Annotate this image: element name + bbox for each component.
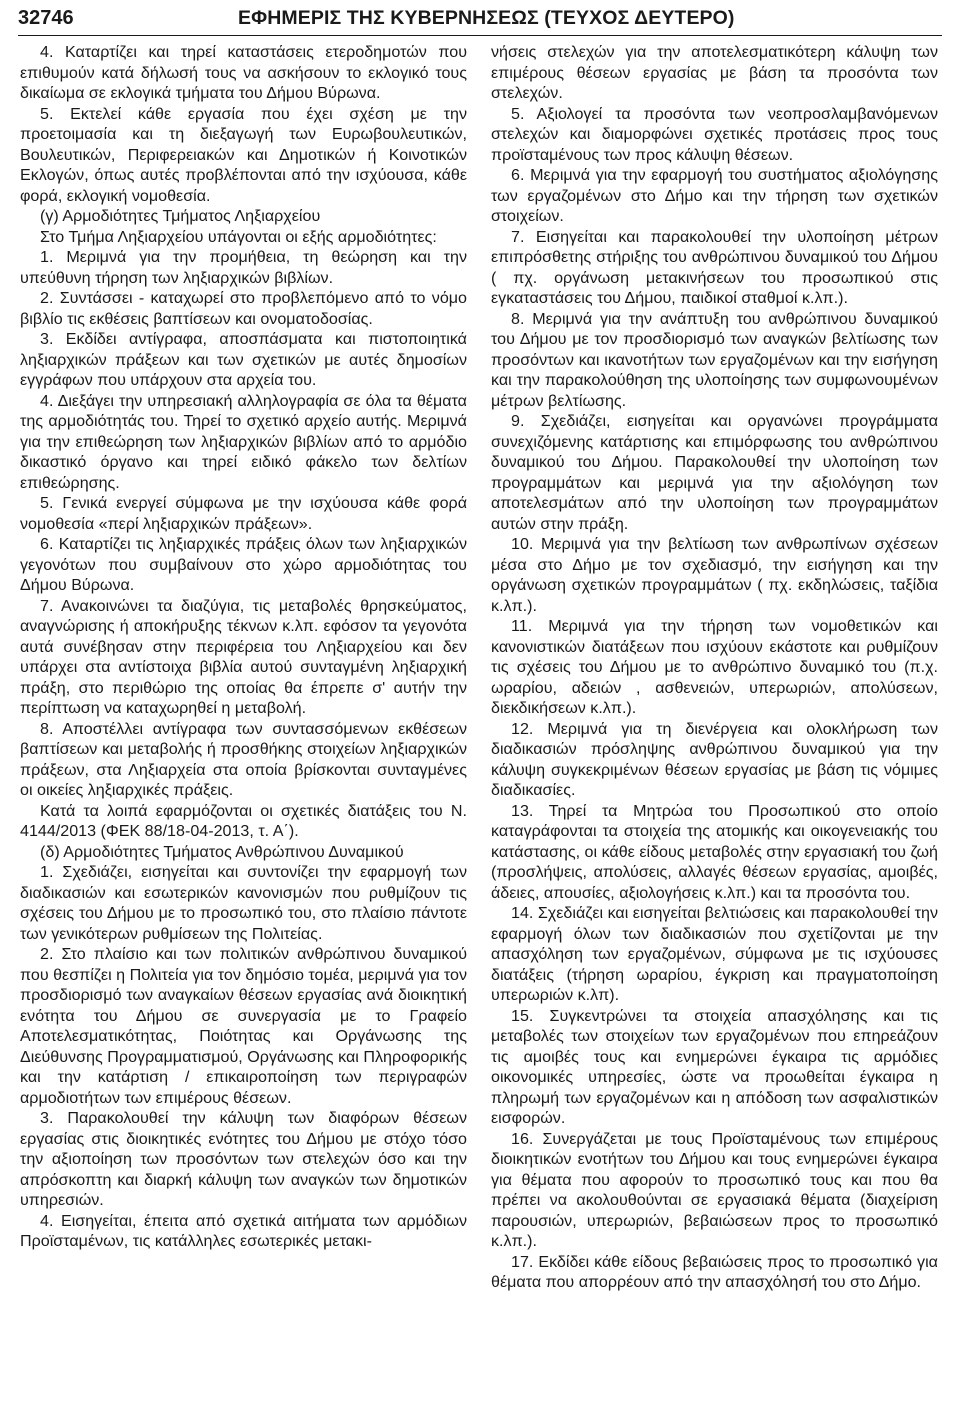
paragraph: 4. Διεξάγει την υπηρεσιακή αλληλογραφία σε όλα τα θέματα της αρμοδιότητάς του. Τηρεί το σχετικό αρχείο αυτής. Μεριμνά για την επιθεώρηση των ληξιαρχικών βιβλίων από το αρμόδιο δικαστικό όργανο και τηρεί ειδικό φάκελο των δελτίων επιθεώρησης. <box>20 391 467 492</box>
left-column <box>20 42 467 1252</box>
paragraph: 8. Αποστέλλει αντίγραφα των συντασσόμενων εκθέσεων βαπτίσεων και μεταβολής ή προσθήκης στοιχείων ληξιαρχικών πράξεων, στα Ληξιαρχεία στα οποία βρίσκονται συνταγμένες οι οικείες ληξιαρχικές πράξεις. <box>20 719 467 799</box>
paragraph: 5. Εκτελεί κάθε εργασία που έχει σχέση με την προετοιμασία και τη διεξαγωγή των Ευρωβουλευτικών, Βουλευτικών, Περιφερειακών και Δημοτικών ή Κοινοτικών Εκλογών, όπως αυτές προβλέπονται από την ισχύουσα, κάθε φορά, εκλογική νομοθεσία. <box>20 104 467 205</box>
paragraph: 14. Σχεδιάζει και εισηγείται βελτιώσεις και παρακολουθεί την εφαρμογή όλων των διαδικασιών που σχετίζονται με την απασχόληση των εργαζομένων, σύμφωνα με τις ισχύουσες διατάξεις (τήρηση ωραρίου, έγκριση και πραγματοποίηση υπερωριών κ.λπ). <box>491 904 938 1004</box>
paragraph: Στο Τμήμα Ληξιαρχείου υπάγονται οι εξής αρμοδιότητες: <box>40 227 437 246</box>
paragraph: 15. Συγκεντρώνει τα στοιχεία απασχόλησης και τις μεταβολές των στοιχείων των εργαζομένων που επηρεάζουν τις αμοιβές τους και ενημερώνει έγκαιρα τις αρμόδιες οικονομικές υπηρεσίες, ώστε να προωθείται έγκαιρα η πληρωμή των εργαζομένων και η απόδοση των ασφαλιστικών εισφορών. <box>491 1006 938 1127</box>
paragraph: 8. Μεριμνά για την ανάπτυξη του ανθρώπινου δυναμικού του Δήμου με τον προσδιορισμό των αναγκών βελτίωσης των προσόντων και ικανοτήτων των εργαζομένων και την εισήγηση και την παρακολούθηση της υλοποίησης των συμφωνουμένων μέτρων βελτίωσης. <box>491 309 938 410</box>
paragraph: 5. Γενικά ενεργεί σύμφωνα με την ισχύουσα κάθε φορά νομοθεσία «περί ληξιαρχικών πράξεων». <box>20 494 467 533</box>
paragraph: (δ) Αρμοδιότητες Τμήματος Ανθρώπινου Δυναμικού <box>40 842 404 861</box>
paragraph: 3. Εκδίδει αντίγραφα, αποσπάσματα και πιστοποιητικά ληξιαρχικών πράξεων και των σχετικών με αυτές δημοσίων εγγράφων που υπάρχουν στα αρχεία του. <box>20 330 467 389</box>
paragraph: (γ) Αρμοδιότητες Τμήματος Ληξιαρχείου <box>40 207 321 225</box>
paragraph: 4. Εισηγείται, έπειτα από σχετικά αιτήματα των αρμόδιων Προϊσταμένων, τις κατάλληλες εσωτερικές μετακι- <box>20 1211 467 1250</box>
journal-title: ΕΦΗΜΕΡΙΣ ΤΗΣ ΚΥΒΕΡΝΗΣΕΩΣ (ΤΕΥΧΟΣ ΔΕΥΤΕΡΟ) <box>238 7 735 29</box>
paragraph: 9. Σχεδιάζει, εισηγείται και οργανώνει προγράμματα συνεχιζόμενης κατάρτισης και επιμόρφωσης του ανθρώπινου δυναμικού του Δήμου. Παρακολουθεί την υλοποίηση των προγραμμάτων και μεριμνά για την αξιολόγηση των αποτελεσμάτων από την υλοποίηση των προγραμμάτων αυτών στην πράξη. <box>491 412 938 533</box>
paragraph: 10. Μεριμνά για την βελτίωση των ανθρωπίνων σχέσεων μέσα στο Δήμο με τον σχεδιασμό, την εισήγηση και την οργάνωση σχετικών προγραμμάτων ( πχ. εκδηλώσεις, ταξίδια κ.λπ.). <box>491 535 938 615</box>
page-number: 32746 <box>18 7 74 29</box>
right-column <box>491 42 938 1293</box>
paragraph: 16. Συνεργάζεται με τους Προϊσταμένους των επιμέρους διοικητικών ενοτήτων του Δήμου και τους ενημερώνει έγκαιρα για θέματα που αφορούν το προσωπικό τους και που θα πρέπει να ακολουθούνται σε εργασιακά θέματα (διαχείριση παρουσιών, υπερωριών, βεβαιώσεων προς το προσωπικό κ.λπ.). <box>491 1129 938 1250</box>
paragraph: 7. Ανακοινώνει τα διαζύγια, τις μεταβολές θρησκεύματος, αναγνώρισης ή αποκήρυξης τέκνων κ.λπ. εφόσον τα γεγονότα αυτά συνέβησαν στην περιφέρεια του Ληξιαρχείου και δεν υπάρχει στα αντίστοιχα βιβλία αυτού συνταγμένη ληξιαρχική πράξη, στο περιθώριο της οποίας θα έπρεπε σ' αυτήν την περίπτωση να καταχωρηθεί η μεταβολή. <box>20 596 467 717</box>
paragraph: 2. Στο πλαίσιο και των πολιτικών ανθρώπινου δυναμικού που θεσπίζει η Πολιτεία για τον δημόσιο τομέα, μεριμνά για τον προσδιορισμό των αναγκαίων θέσεων εργασίας ανά διοικητική ενότητα του Δήμου σε συνεργασία με το Γραφείο Αποτελεσματικότητας, Ποιότητας και Οργάνωσης της Διεύθυνσης Προγραμματισμού, Οργάνωσης και Πληροφορικής και την κατάρτιση / επικαιροποίηση των περιγραφών αρμοδιοτήτων των επιμέρους θέσεων. <box>20 945 467 1107</box>
paragraph: 13. Τηρεί τα Μητρώα του Προσωπικού στο οποίο καταγράφονται τα στοιχεία της ατομικής και οικογενειακής του κατάστασης, οι κάθε είδους μεταβολές στην εργασιακή του ζωή (προσλήψεις, απολύσεις, αλλαγές θέσεων εργασίας, αμοιβές, άδειες, απουσίες, αξιολογήσεις κ.λπ.) και τα προσόντα του. <box>491 801 938 902</box>
paragraph: 1. Σχεδιάζει, εισηγείται και συντονίζει την εφαρμογή των διαδικασιών και εσωτερικών κανονισμών που ρυθμίζουν τις σχέσεις του Δήμου με το προσωπικό του, στο πλαίσιο πάντοτε των γενικότερων ρυθμίσεων της Πολιτείας. <box>20 863 467 943</box>
paragraph: 4. Καταρτίζει και τηρεί καταστάσεις ετεροδημοτών που επιθυμούν κατά δήλωσή τους να ασκήσουν το εκλογικό τους δικαίωμα σε εκλογικά τμήματα του Δήμου Βύρωνα. <box>20 43 467 102</box>
paragraph: 11. Μεριμνά για την τήρηση των νομοθετικών και κανονιστικών διατάξεων που ισχύουν εκάστοτε και ρυθμίζουν τις σχέσεις του Δήμου με το ανθρώπινο δυναμικό του (π.χ. ωραρίου, αδειών , ασθενειών, υπερωριών, απολύσεων, διεκδικήσεων κ.λπ.). <box>491 617 938 717</box>
paragraph: 5. Αξιολογεί τα προσόντα των νεοπροσλαμβανόμενων στελεχών και διαμορφώνει σχετικές προτάσεις προς τους προϊσταμένους των προς κάλυψη θέσεων. <box>491 104 938 164</box>
paragraph: 12. Μεριμνά για τη διενέργεια και ολοκλήρωση των διαδικασιών πρόσληψης ανθρώπινου δυναμικού για την κάλυψη συγκεκριμένων θέσεων εργασίας με βάση τις νόμιμες διαδικασίες. <box>491 719 938 799</box>
paragraph: 3. Παρακολουθεί την κάλυψη των διαφόρων θέσεων εργασίας στις διοικητικές ενότητες του Δήμου με στόχο τόσο την αξιοποίηση των προσόντων των στελεχών όσο και την απρόσκοπτη και διαρκή κάλυψη των αναγκών των δημοτικών υπηρεσιών. <box>20 1109 467 1209</box>
paragraph: 17. Εκδίδει κάθε είδους βεβαιώσεις προς το προσωπικό για θέματα που απορρέουν από την απασχόλησή του στο Δήμο. <box>491 1252 938 1291</box>
paragraph: 6. Καταρτίζει τις ληξιαρχικές πράξεις όλων των ληξιαρχικών γεγονότων που συμβαίνουν στο χώρο αρμοδιότητας του Δήμου Βύρωνα. <box>20 535 467 594</box>
paragraph: 2. Συντάσσει - καταχωρεί στο προβλεπόμενο από το νόμο βιβλίο τις εκθέσεις βαπτίσεων και ονοματοδοσίας. <box>20 289 467 328</box>
paragraph: 6. Μεριμνά για την εφαρμογή του συστήματος αξιολόγησης των εργαζομένων στο Δήμο και την τήρηση των σχετικών στοιχείων. <box>491 166 938 225</box>
paragraph: νήσεις στελεχών για την αποτελεσματικότερη κάλυψη των επιμέρους θέσεων εργασίας με βάση τα προσόντα των στελεχών. <box>491 43 938 102</box>
paragraph: Κατά τα λοιπά εφαρμόζονται οι σχετικές διατάξεις του Ν. 4144/2013 (ΦΕΚ 88/18-04-2013, τ. Α΄). <box>20 801 467 840</box>
paragraph: 1. Μεριμνά για την προμήθεια, τη θεώρηση και την υπεύθυνη τήρηση των ληξιαρχικών βιβλίων. <box>20 248 467 287</box>
paragraph: 7. Εισηγείται και παρακολουθεί την υλοποίηση μέτρων επιπρόσθετης στήριξης του ανθρώπινου δυναμικού του Δήμου ( πχ. οργάνωση μετακινήσεων του προσωπικού στις εγκαταστάσεις του Δήμου, παιδικοί σταθμοί κ.λπ.). <box>491 227 938 307</box>
page-header <box>18 5 942 36</box>
